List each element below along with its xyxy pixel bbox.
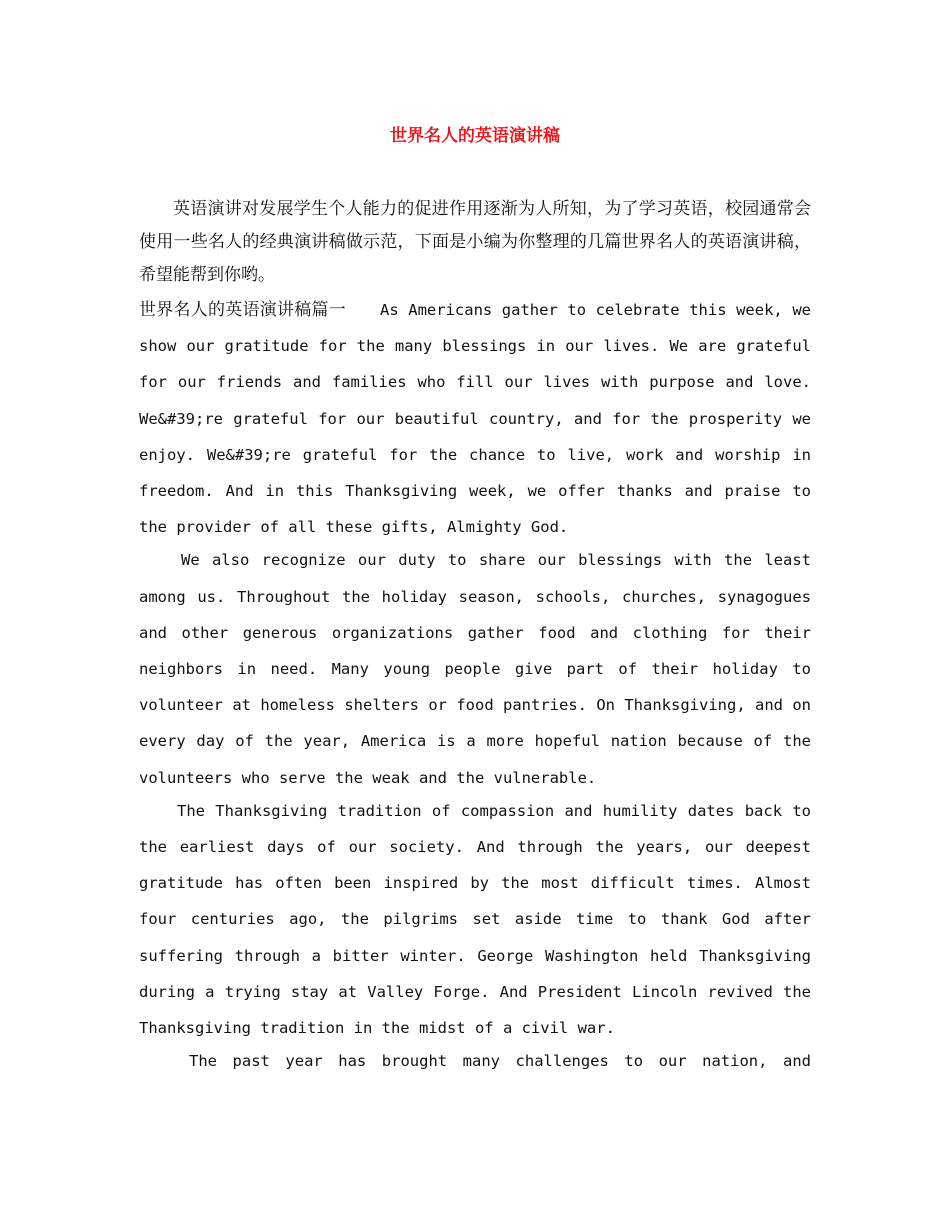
document-title: 世界名人的英语演讲稿 — [390, 126, 560, 146]
speech-paragraph-1: As Americans gather to celebrate this week, we show our gratitude for the many blessings in our lives. We are grateful for our friends and families who fill our lives with purpose and love. We&#39;re grateful for our beautiful country, and for the prosperity we enjoy. We&#39;re grateful for the chance to live, work and worship in freedom. And in this Thanksgiving week, we offer thanks and praise to the provider of all these gifts, Almighty God. — [139, 301, 812, 537]
speech-paragraph-2: We also recognize our duty to share our blessings with the least among us. Throughout the holiday season, schools, churches, synagogues and other generous organizations gather food and clothing for their neighbors in need. Many young people give part of their holiday to volunteer at homeless shelters or food pantries. On Thanksgiving, and on every day of the year, America is a more hopeful nation because of the volunteers who serve the weak and the vulnerable. — [139, 551, 811, 787]
speech-paragraph-3: The Thanksgiving tradition of compassion and humility dates back to the earliest days of our society. And through the years, our deepest gratitude has often been inspired by the most difficult times. Almost four centuries ago, the pilgrims set aside time to thank God after suffering through a bitter winter. George Washington held Thanksgiving during a trying stay at Valley Forge. And President Lincoln revived the Thanksgiving tradition in the midst of a civil war. — [139, 801, 811, 1038]
speech-paragraph-4: The past year has brought many challenges to our nation, and — [189, 1052, 811, 1071]
section-heading: 世界名人的英语演讲稿篇一 — [139, 300, 346, 320]
intro-paragraph: 英语演讲对发展学生个人能力的促进作用逐渐为人所知，为了学习英语，校园通常会使用一些名人的经典演讲稿做示范，下面是小编为你整理的几篇世界名人的英语演讲稿，希望能帮到你哟。 — [139, 199, 811, 285]
document-body — [139, 193, 811, 1079]
section-one-paragraph — [139, 292, 811, 545]
